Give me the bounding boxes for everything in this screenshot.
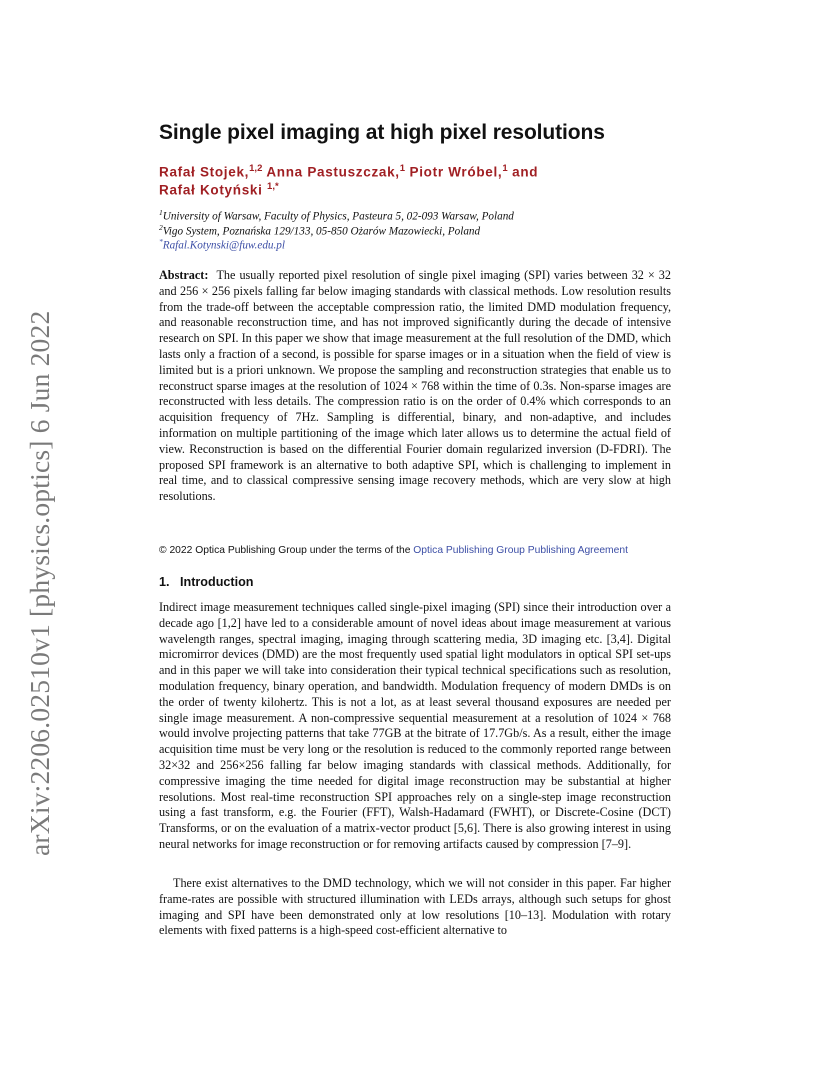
section-title: Introduction	[180, 575, 254, 589]
section-heading	[159, 575, 253, 589]
corresponding-marker: *	[159, 237, 163, 246]
author-affiliation-marker: 1,*	[267, 181, 279, 192]
paper-title: Single pixel imaging at high pixel resolutions	[159, 121, 605, 144]
author-affiliation-marker: 1	[399, 163, 406, 174]
arxiv-identifier-stamp: arXiv:2206.02510v1 [physics.optics] 6 Jun 2022	[24, 310, 55, 856]
affiliation	[159, 223, 480, 238]
author-affiliation-marker: 1,2	[249, 163, 263, 174]
author-name: Rafał Stojek,	[159, 164, 250, 180]
section-number: 1.	[159, 575, 170, 589]
author-conjunction: and	[512, 164, 539, 180]
author-name: Piotr Wróbel,	[409, 164, 503, 180]
author-name: Anna Pastuszczak,	[266, 164, 400, 180]
publishing-agreement-link[interactable]: Optica Publishing Group Publishing Agreement	[413, 545, 628, 556]
abstract-text: The usually reported pixel resolution of single pixel imaging (SPI) varies between 32 × 32 and 256 × 256 pixels falling far below imaging standards with classical methods. Low resolution results from the trade-off between the acceptable compression ratio, the limited DMD modulation frequency, and reasonable reconstruction time, and has not improved significantly during the decade of intensive research on SPI. In this paper we show that image measurement at the full resolution of the DMD, which lasts only a fraction of a second, is possible for sparse images or in a situation when the field of view is limited but is a priori unknown. We propose the sampling and reconstruction strategies that enable us to reconstruct sparse images at the resolution of 1024 × 768 within the time of 0.3s. Non-sparse images are reconstructed with less details. The compression ratio is on the order of 0.4% which corresponds to an acquisition frequency of 7Hz. Sampling is differential, binary, and non-adaptive, and includes information on multiple partitioning of the image which later allows us to determine the actual field of view. Reconstruction is based on the differential Fourier domain regularized inversion (D-FDRI). The proposed SPI framework is an alternative to both adaptive SPI, which is challenging to implement in real time, and to classical compressive sensing image recovery methods, which are very slow at high resolutions.	[159, 268, 671, 504]
body-paragraph: Indirect image measurement techniques called single-pixel imaging (SPI) since their introduction over a decade ago [1,2] have led to a considerable amount of novel ideas about image measurement at various wavelength ranges, spectral imaging, imaging through scattering media, 3D imaging etc. [3,4]. Digital micromirror devices (DMD) are the most frequently used spatial light modulators in optical SPI set-ups and in this paper we will take into consideration their typical technical specifications such as resolution, modulation frequency, binary operation, and bandwidth. Modulation frequency of modern DMDs is on the order of twenty kilohertz. This is not a lot, as at least several thousand exposures are needed per single image measurement. A non-compressive sequential measurement at a resolution of 1024 × 768 would involve projecting patterns that take 77GB at the bitrate of 17.7Gb/s. As a result, either the image acquisition time must be very long or the resolution is reduced to the commonly reported range between 32×32 and 256×256 falling far below imaging standards with classical methods. Additionally, for compressive imaging the time needed for digital image reconstruction may be substantial at higher resolutions. Most real-time reconstruction SPI approaches rely on a single-step image reconstruction using a fast transform, e.g. the Fourier (FFT), Walsh-Hadamard (FWHT), or Discrete-Cosine (DCT) Transforms, or on the evaluation of a matrix-vector product [5,6]. There is also growing interest in using neural networks for image reconstruction or for removing artifacts caused by compression [7–9].	[159, 600, 671, 851]
author-name: Rafał Kotyński	[159, 182, 263, 198]
body-paragraph: There exist alternatives to the DMD technology, which we will not consider in this paper. Far higher frame-rates are possible with structured illumination with LEDs arrays, although such setups for ghost imaging and SPI have been demonstrated only at low resolutions [10–13]. Modulation with rotary elements with fixed patterns is a high-speed cost-efficient alternative to	[159, 876, 671, 938]
author-list-line-1	[159, 163, 538, 180]
abstract	[159, 268, 671, 505]
author-list-line-2	[159, 181, 279, 198]
affiliation-marker: 1	[159, 208, 163, 217]
author-affiliation-marker: 1	[502, 163, 508, 174]
copyright-text: © 2022 Optica Publishing Group under the terms of the	[159, 545, 414, 556]
abstract-label: Abstract:	[159, 268, 209, 282]
affiliation-text: University of Warsaw, Faculty of Physics, Pasteura 5, 02-093 Warsaw, Poland	[162, 210, 514, 223]
affiliation-text: Vigo System, Poznańska 129/133, 05-850 Ożarów Mazowiecki, Poland	[162, 225, 481, 238]
copyright-notice	[159, 545, 628, 556]
affiliation-marker: 2	[159, 223, 163, 232]
email-link[interactable]: Rafal.Kotynski@fuw.edu.pl	[162, 239, 286, 252]
affiliation	[159, 208, 514, 223]
corresponding-email	[159, 237, 285, 252]
